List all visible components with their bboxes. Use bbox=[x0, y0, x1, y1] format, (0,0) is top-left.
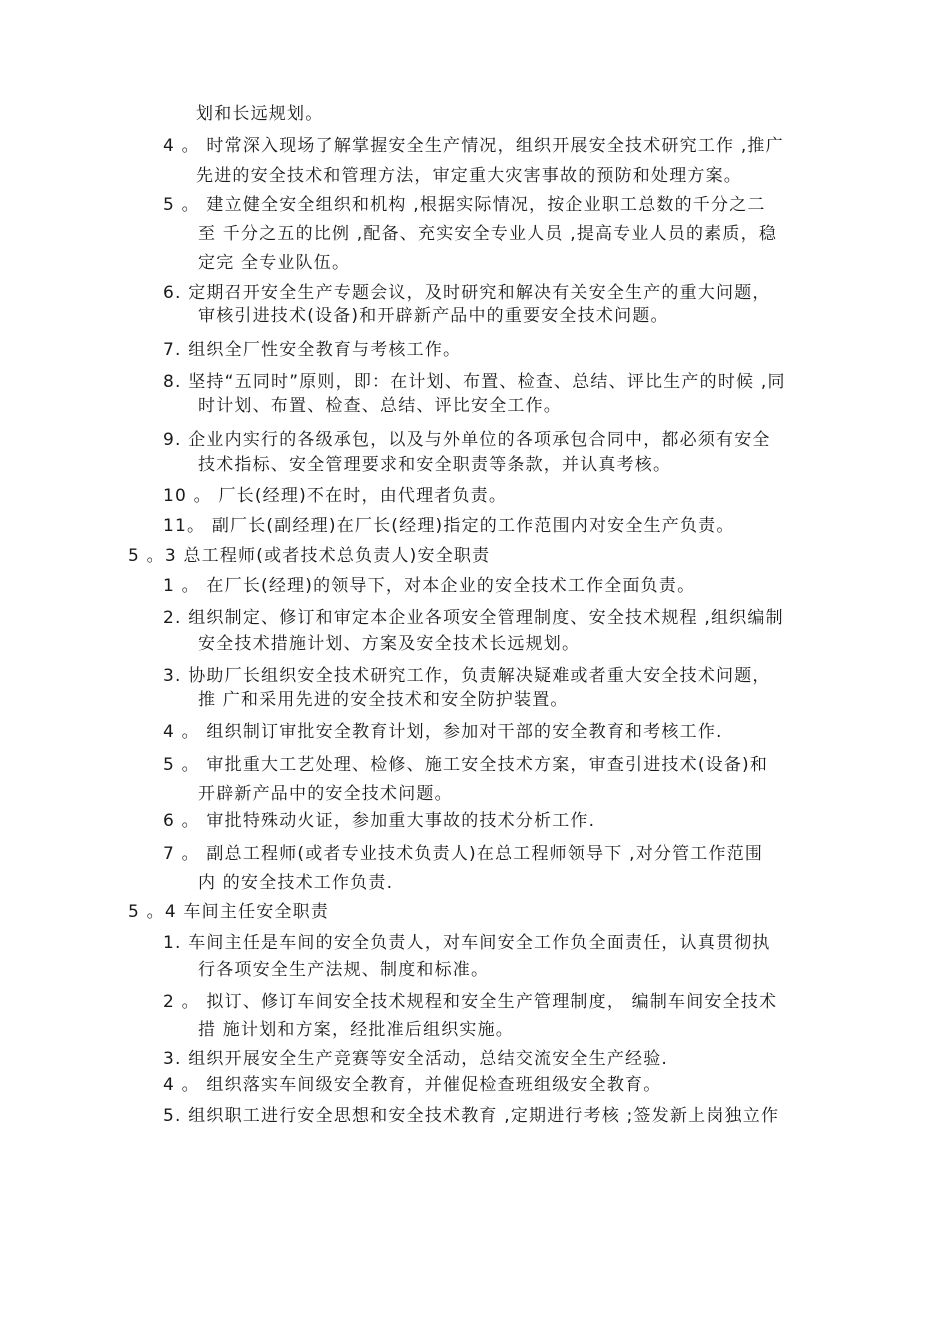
text-line: 2. 组织制定、修订和审定本企业各项安全管理制度、安全技术规程 ,组织编制 bbox=[163, 608, 784, 628]
text-line: 划和长远规划。 bbox=[196, 104, 324, 124]
text-line: 3. 组织开展安全生产竞赛等安全活动，总结交流安全生产经验. bbox=[163, 1049, 669, 1069]
text-line: 9. 企业内实行的各级承包，以及与外单位的各项承包合同中，都必须有安全 bbox=[163, 430, 771, 450]
text-line: 5 。 建立健全安全组织和机构 ,根据实际情况，按企业职工总数的千分之二 bbox=[163, 195, 766, 215]
text-line: 4 。 组织制订审批安全教育计划，参加对干部的安全教育和考核工作. bbox=[163, 722, 723, 742]
section-heading: 5 。4 车间主任安全职责 bbox=[128, 902, 330, 922]
text-line: 时计划、布置、检查、总结、评比安全工作。 bbox=[198, 396, 562, 416]
text-line: 定完 全专业队伍。 bbox=[198, 253, 351, 273]
text-line: 7. 组织全厂性安全教育与考核工作。 bbox=[163, 340, 462, 360]
text-line: 至 千分之五的比例 ,配备、充实安全专业人员 ,提高专业人员的素质，稳 bbox=[198, 224, 778, 244]
text-line: 4 。 组织落实车间级安全教育，并催促检查班组级安全教育。 bbox=[163, 1075, 662, 1095]
text-line: 2 。 拟订、修订车间安全技术规程和安全生产管理制度， 编制车间安全技术 bbox=[163, 992, 778, 1012]
text-line: 内 的安全技术工作负责. bbox=[198, 873, 394, 893]
section-heading: 5 。3 总工程师(或者技术总负责人)安全职责 bbox=[128, 546, 491, 566]
text-line: 开辟新产品中的安全技术问题。 bbox=[198, 784, 453, 804]
text-line: 安全技术措施计划、方案及安全技术长远规划。 bbox=[198, 634, 581, 654]
text-line: 审核引进技术(设备)和开辟新产品中的重要安全技术问题。 bbox=[198, 306, 669, 326]
text-line: 先进的安全技术和管理方法，审定重大灾害事故的预防和处理方案。 bbox=[196, 166, 742, 186]
text-line: 6. 定期召开安全生产专题会议，及时研究和解决有关安全生产的重大问题， bbox=[163, 283, 771, 303]
text-line: 1 。 在厂长(经理)的领导下，对本企业的安全技术工作全面负责。 bbox=[163, 576, 696, 596]
text-line: 1. 车间主任是车间的安全负责人，对车间安全工作负全面责任，认真贯彻执 bbox=[163, 933, 771, 953]
text-line: 4 。 时常深入现场了解掌握安全生产情况，组织开展安全技术研究工作 ,推广 bbox=[163, 136, 784, 156]
text-line: 10 。 厂长(经理)不在时，由代理者负责。 bbox=[163, 486, 508, 506]
text-line: 5 。 审批重大工艺处理、检修、施工安全技术方案，审查引进技术(设备)和 bbox=[163, 755, 769, 775]
text-line: 6 。 审批特殊动火证，参加重大事故的技术分析工作. bbox=[163, 811, 596, 831]
text-line: 5. 组织职工进行安全思想和安全技术教育 ,定期进行考核 ;签发新上岗独立作 bbox=[163, 1106, 780, 1126]
text-line: 行各项安全生产法规、制度和标准。 bbox=[198, 960, 490, 980]
text-line: 3. 协助厂长组织安全技术研究工作，负责解决疑难或者重大安全技术问题， bbox=[163, 666, 771, 686]
text-line: 11。 副厂长(副经理)在厂长(经理)指定的工作范围内对安全生产负责。 bbox=[163, 516, 735, 536]
text-line: 措 施计划和方案，经批准后组织实施。 bbox=[198, 1020, 515, 1040]
text-line: 技术指标、安全管理要求和安全职责等条款，并认真考核。 bbox=[198, 455, 672, 475]
text-line: 8. 坚持“五同时”原则，即：在计划、布置、检查、总结、评比生产的时候 ,同 bbox=[163, 372, 786, 392]
text-line: 推 广和采用先进的安全技术和安全防护装置。 bbox=[198, 690, 569, 710]
text-line: 7 。 副总工程师(或者专业技术负责人)在总工程师领导下 ,对分管工作范围 bbox=[163, 844, 764, 864]
